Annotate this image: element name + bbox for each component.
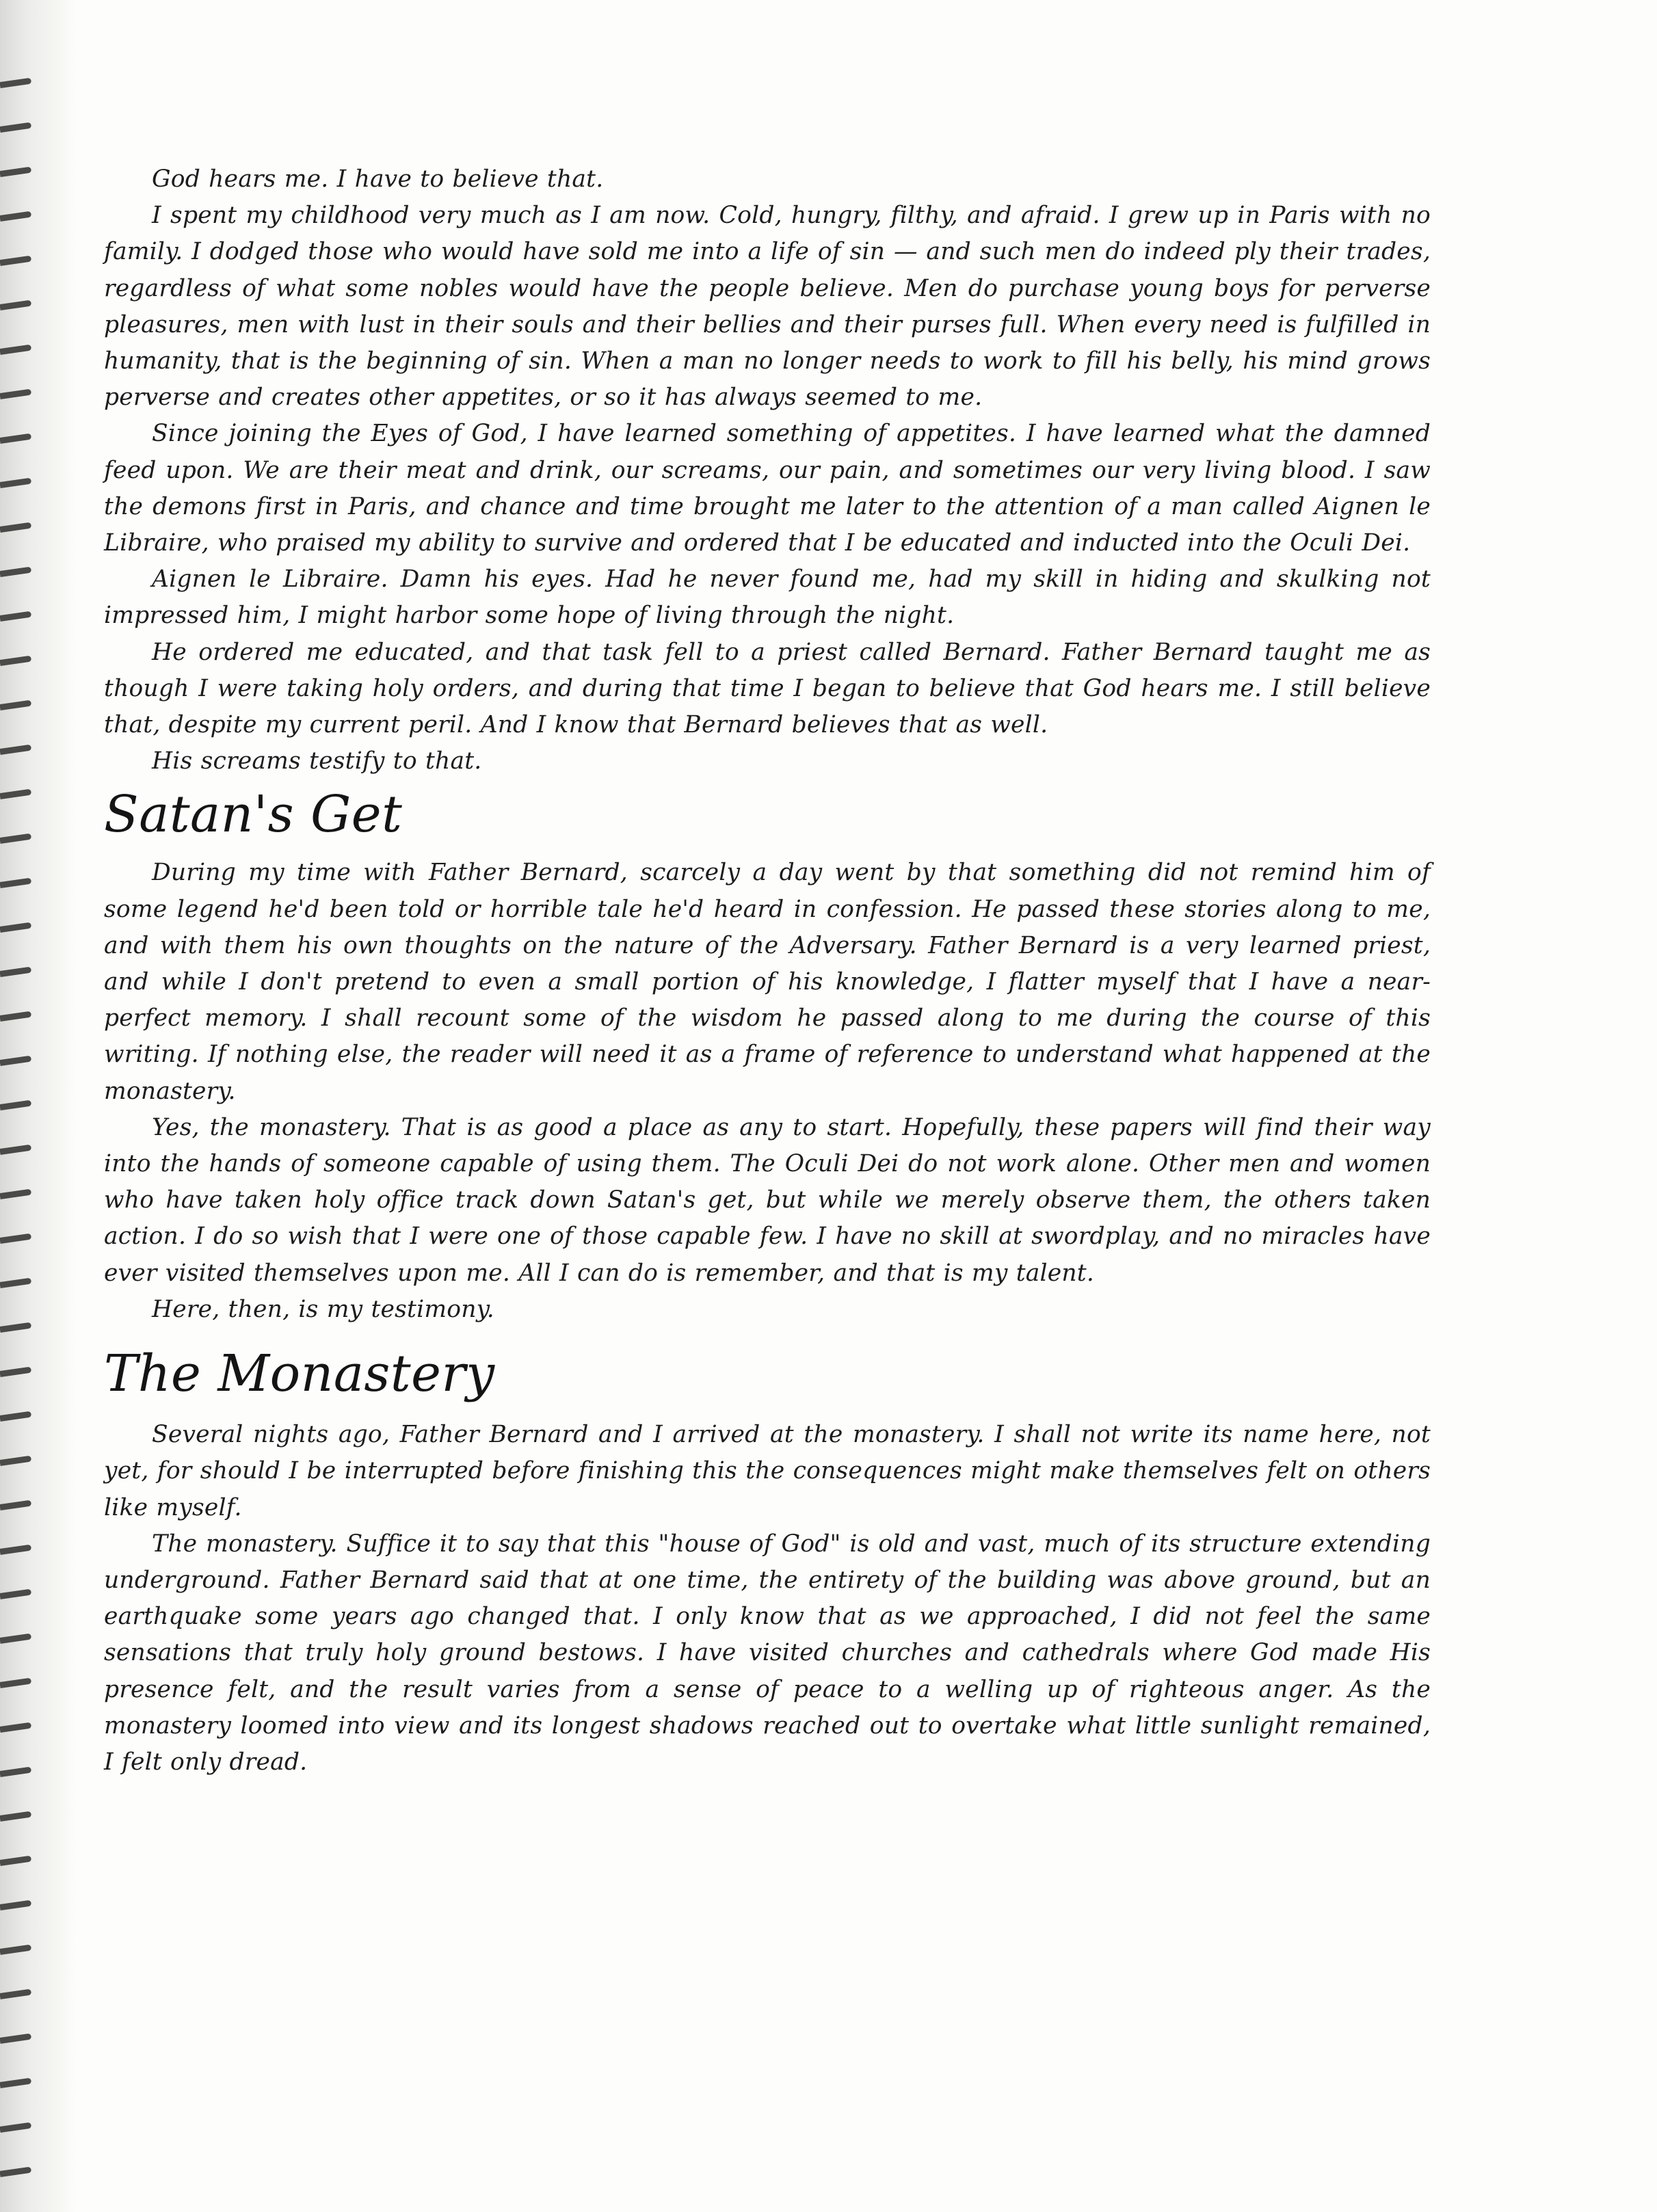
binding-ring <box>0 1989 31 1999</box>
binding-ring <box>0 1456 31 1466</box>
binding-ring <box>0 1722 31 1733</box>
binding-ring <box>0 1056 31 1066</box>
binding-ring <box>0 922 31 933</box>
binding-ring <box>0 1100 31 1110</box>
binding-spine <box>0 0 75 2212</box>
binding-ring <box>0 1900 31 1910</box>
binding-ring <box>0 878 31 888</box>
binding-ring <box>0 656 31 666</box>
binding-ring <box>0 1856 31 1866</box>
paragraph: Yes, the monastery. That is as good a place as any to start. Hopefully, these papers will find their way into the hands of someone capable of using them. The Oculi Dei do not work alone. Other men and women who have taken holy office track down Satan's get, but while we merely observe them, the others taken action. I do so wish that I were one of those capable few. I have no skill at swordplay, and no miracles have ever visited themselves upon me. All I can do is remember, and that is my talent. <box>104 1113 1431 1287</box>
binding-ring <box>0 834 31 844</box>
binding-ring <box>0 1589 31 1599</box>
binding-ring <box>0 1945 31 1955</box>
binding-ring <box>0 478 31 488</box>
binding-ring <box>0 1634 31 1644</box>
binding-ring <box>0 789 31 799</box>
paragraph: The monastery. Suffice it to say that this "house of God" is old and vast, much of its structure extending underground. Father Bernard said that at one time, the entirety of the building was above ground, but an earthquake some years ago changed that. I only know that as we approached, I did not feel the same sensations that truly holy ground bestows. I have visited churches and cathedrals where God made His presence felt, and the result varies from a sense of peace to a welling up of righteous anger. As the monastery loomed into view and its longest shadows reached out to overtake what little sunlight remained, I felt only dread. <box>104 1530 1431 1776</box>
binding-ring <box>0 1145 31 1155</box>
section-heading-satans-get: Satan's Get <box>104 785 403 844</box>
document-body <box>104 161 1431 1781</box>
paragraph: His screams testify to that. <box>152 747 482 775</box>
binding-ring <box>0 1234 31 1244</box>
binding-ring <box>0 256 31 266</box>
binding-ring <box>0 1011 31 1022</box>
binding-ring <box>0 1367 31 1377</box>
binding-ring <box>0 2122 31 2133</box>
binding-ring <box>0 700 31 710</box>
binding-ring <box>0 967 31 977</box>
binding-ring <box>0 1545 31 1555</box>
paragraph: God hears me. I have to believe that. <box>152 165 604 193</box>
binding-ring <box>0 2167 31 2177</box>
binding-ring <box>0 1811 31 1822</box>
binding-ring <box>0 1322 31 1333</box>
paragraph: Since joining the Eyes of God, I have learned something of appetites. I have learned what the damned feed upon. We are their meat and drink, our screams, our pain, and sometimes our very living blood. I saw the demons first in Paris, and chance and time brought me later to the attention of a man called Aignen le Libraire, who praised my ability to survive and ordered that I be educated and inducted into the Oculi Dei. <box>104 420 1431 557</box>
paragraph: I spent my childhood very much as I am now. Cold, hungry, filthy, and afraid. I grew up in Paris with no family. I dodged those who would have sold me into a life of sin — and such men do indeed ply their trades, regardless of what some nobles would have the people believe. Men do purchase young boys for perverse pleasures, men with lust in their souls and their bellies and their purses full. When every need is fulfilled in humanity, that is the beginning of sin. When a man no longer needs to work to fill his belly, his mind grows perverse and creates other appetites, or so it has always seemed to me. <box>104 202 1431 412</box>
paragraph: Aignen le Libraire. Damn his eyes. Had he never found me, had my skill in hiding and skulking not impressed him, I might harbor some hope of living through the night. <box>104 565 1431 630</box>
binding-ring <box>0 522 31 533</box>
binding-ring <box>0 211 31 222</box>
binding-ring <box>0 167 31 177</box>
paragraph: He ordered me educated, and that task fell to a priest called Bernard. Father Bernard taught me as though I were taking holy orders, and during that time I began to believe that God hears me. I still believe that, despite my current peril. And I know that Bernard believes that as well. <box>104 638 1431 739</box>
paragraph: During my time with Father Bernard, scarcely a day went by that something did not remind him of some legend he'd been told or horrible tale he'd heard in confession. He passed these stories along to me, and with them his own thoughts on the nature of the Adversary. Father Bernard is a very learned priest, and while I don't pretend to even a small portion of his knowledge, I flatter myself that I have a near-perfect memory. I shall recount some of the wisdom he passed along to me during the course of this writing. If nothing else, the reader will need it as a frame of reference to understand what happened at the monastery. <box>104 859 1431 1105</box>
binding-ring <box>0 78 31 88</box>
binding-ring <box>0 122 31 133</box>
binding-ring <box>0 567 31 577</box>
binding-ring <box>0 745 31 755</box>
binding-ring <box>0 1500 31 1510</box>
binding-ring <box>0 611 31 622</box>
section-heading-the-monastery: The Monastery <box>104 1344 495 1404</box>
binding-ring <box>0 1767 31 1777</box>
binding-ring <box>0 2034 31 2044</box>
binding-ring <box>0 389 31 399</box>
binding-ring <box>0 1411 31 1422</box>
binding-ring <box>0 1278 31 1288</box>
binding-ring <box>0 2078 31 2088</box>
binding-ring <box>0 300 31 310</box>
paragraph: Several nights ago, Father Bernard and I arrived at the monastery. I shall not write its name here, not yet, for should I be interrupted before finishing this the consequences might make themselves felt on others like myself. <box>104 1421 1431 1521</box>
binding-ring <box>0 1678 31 1688</box>
binding-ring <box>0 434 31 444</box>
binding-ring <box>0 1189 31 1199</box>
paragraph: Here, then, is my testimony. <box>152 1295 494 1323</box>
binding-ring <box>0 345 31 355</box>
